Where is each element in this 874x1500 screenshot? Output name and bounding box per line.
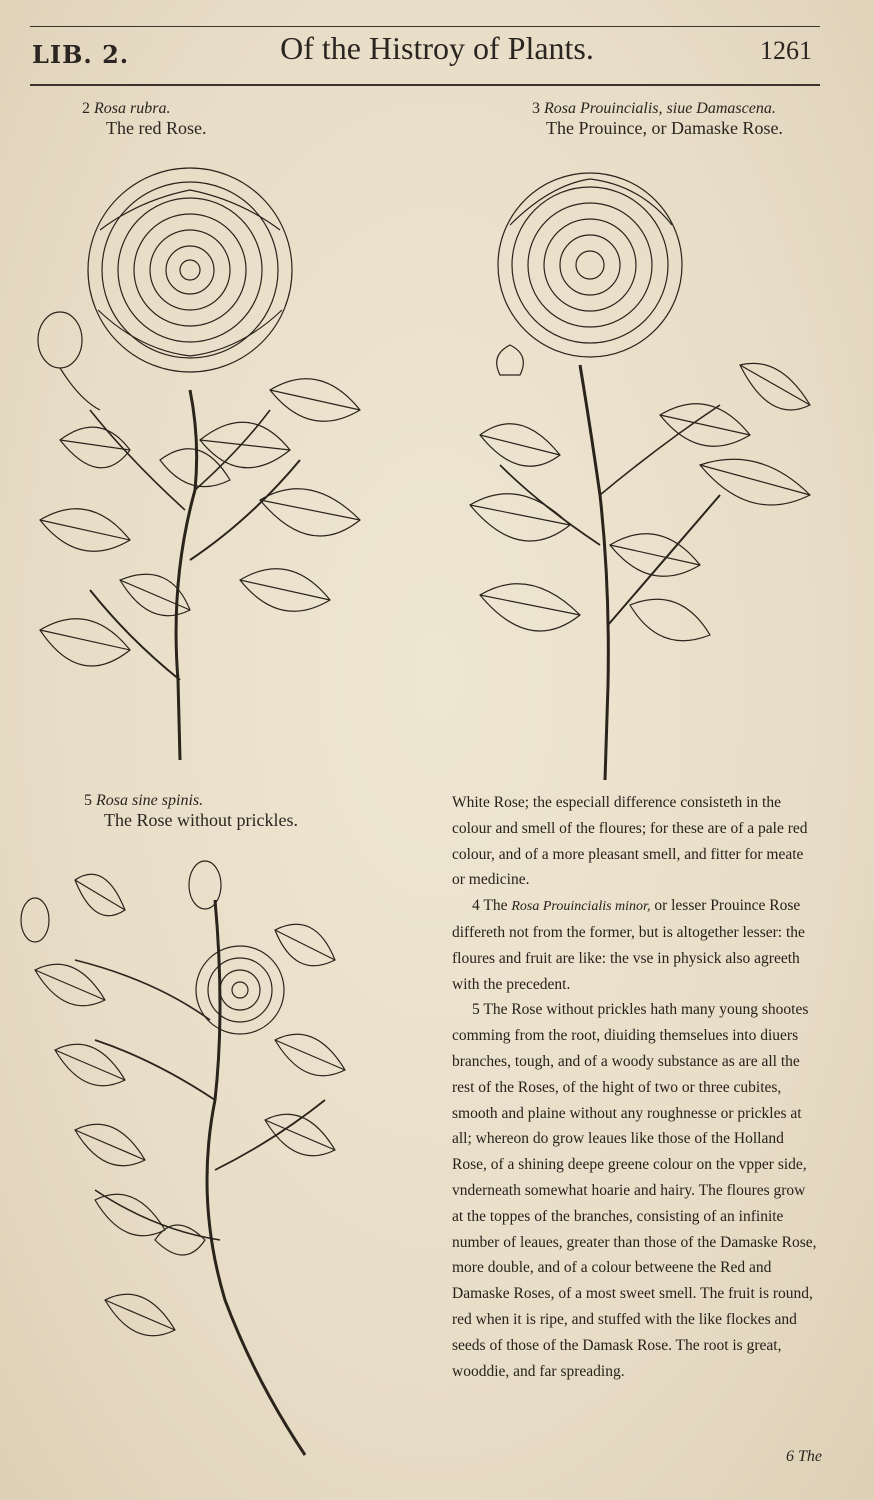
- header-top-rule: [30, 26, 820, 27]
- body-text: [452, 790, 820, 1384]
- paragraph-white-rose-difference: White Rose; the especiall difference consisteth in the colour and smell of the floures; for these are of a pale red colour, and of a more pleasant smell, and fitter for meate or medicine.: [452, 794, 808, 889]
- paragraph-lead: The: [483, 897, 508, 915]
- catchword: 6 The: [786, 1448, 822, 1465]
- plate-english-name: The Rose without prickles.: [104, 810, 298, 831]
- rose-without-prickles-woodcut: [15, 840, 355, 1465]
- page-number: 1261: [760, 36, 812, 65]
- plate-caption-red-rose: [82, 100, 206, 139]
- plate-latin-name: Rosa Prouincialis, siue Damascena.: [544, 100, 776, 117]
- plate-latin-name: Rosa rubra.: [94, 100, 171, 117]
- damask-rose-woodcut: [460, 165, 820, 785]
- paragraph-number: 5: [472, 1001, 480, 1019]
- plate-english-name: The Prouince, or Damaske Rose.: [546, 118, 783, 139]
- paragraph-number: 4: [472, 897, 480, 915]
- plate-number: 3: [532, 100, 540, 117]
- paragraph-lesser-prouince-rose: [452, 893, 820, 997]
- paragraph-text: or lesser Prouince Rose differeth not from the former, but is altogether lesser: the floures and fruit are like: the vse in physick also agreeth with the precedent.: [452, 897, 805, 993]
- plate-number: 2: [82, 100, 90, 117]
- page-title: Of the Histroy of Plants.: [280, 30, 594, 66]
- book-label: LIB. 2.: [32, 40, 130, 69]
- paragraph-italic-name: Rosa Prouincialis minor,: [511, 899, 651, 915]
- plate-latin-name: Rosa sine spinis.: [96, 792, 204, 809]
- header-bottom-rule: [30, 84, 820, 86]
- plate-number: 5: [84, 792, 92, 809]
- plate-caption-rose-without-prickles: [84, 792, 298, 831]
- red-rose-woodcut: [20, 160, 380, 770]
- plate-caption-damask-rose: [532, 100, 783, 139]
- paragraph-rose-without-prickles: [452, 997, 820, 1384]
- plate-english-name: The red Rose.: [106, 118, 207, 139]
- paragraph-text: The Rose without prickles hath many young shootes comming from the root, diuiding themselues into diuers branches, tough, and of a woody substance as are all the rest of the Roses, of the hight of two or three cubites, smooth and plaine without any roughnesse or prickles at all; whereon do grow leaues like those of the Holland Rose, of a shining deepe greene colour on the vpper side, vnderneath somewhat hoarie and hairy. The floures grow at the toppes of the branches, consisting of an infinite number of leaues, greater than those of the Damaske Rose, more double, and of a colour betweene the Red and Damaske Roses, of a most sweet smell. The fruit is round, red when it is ripe, and stuffed with the like flockes and seeds of those of the Damask Rose. The root is great, wooddie, and far spreading.: [452, 1001, 817, 1380]
